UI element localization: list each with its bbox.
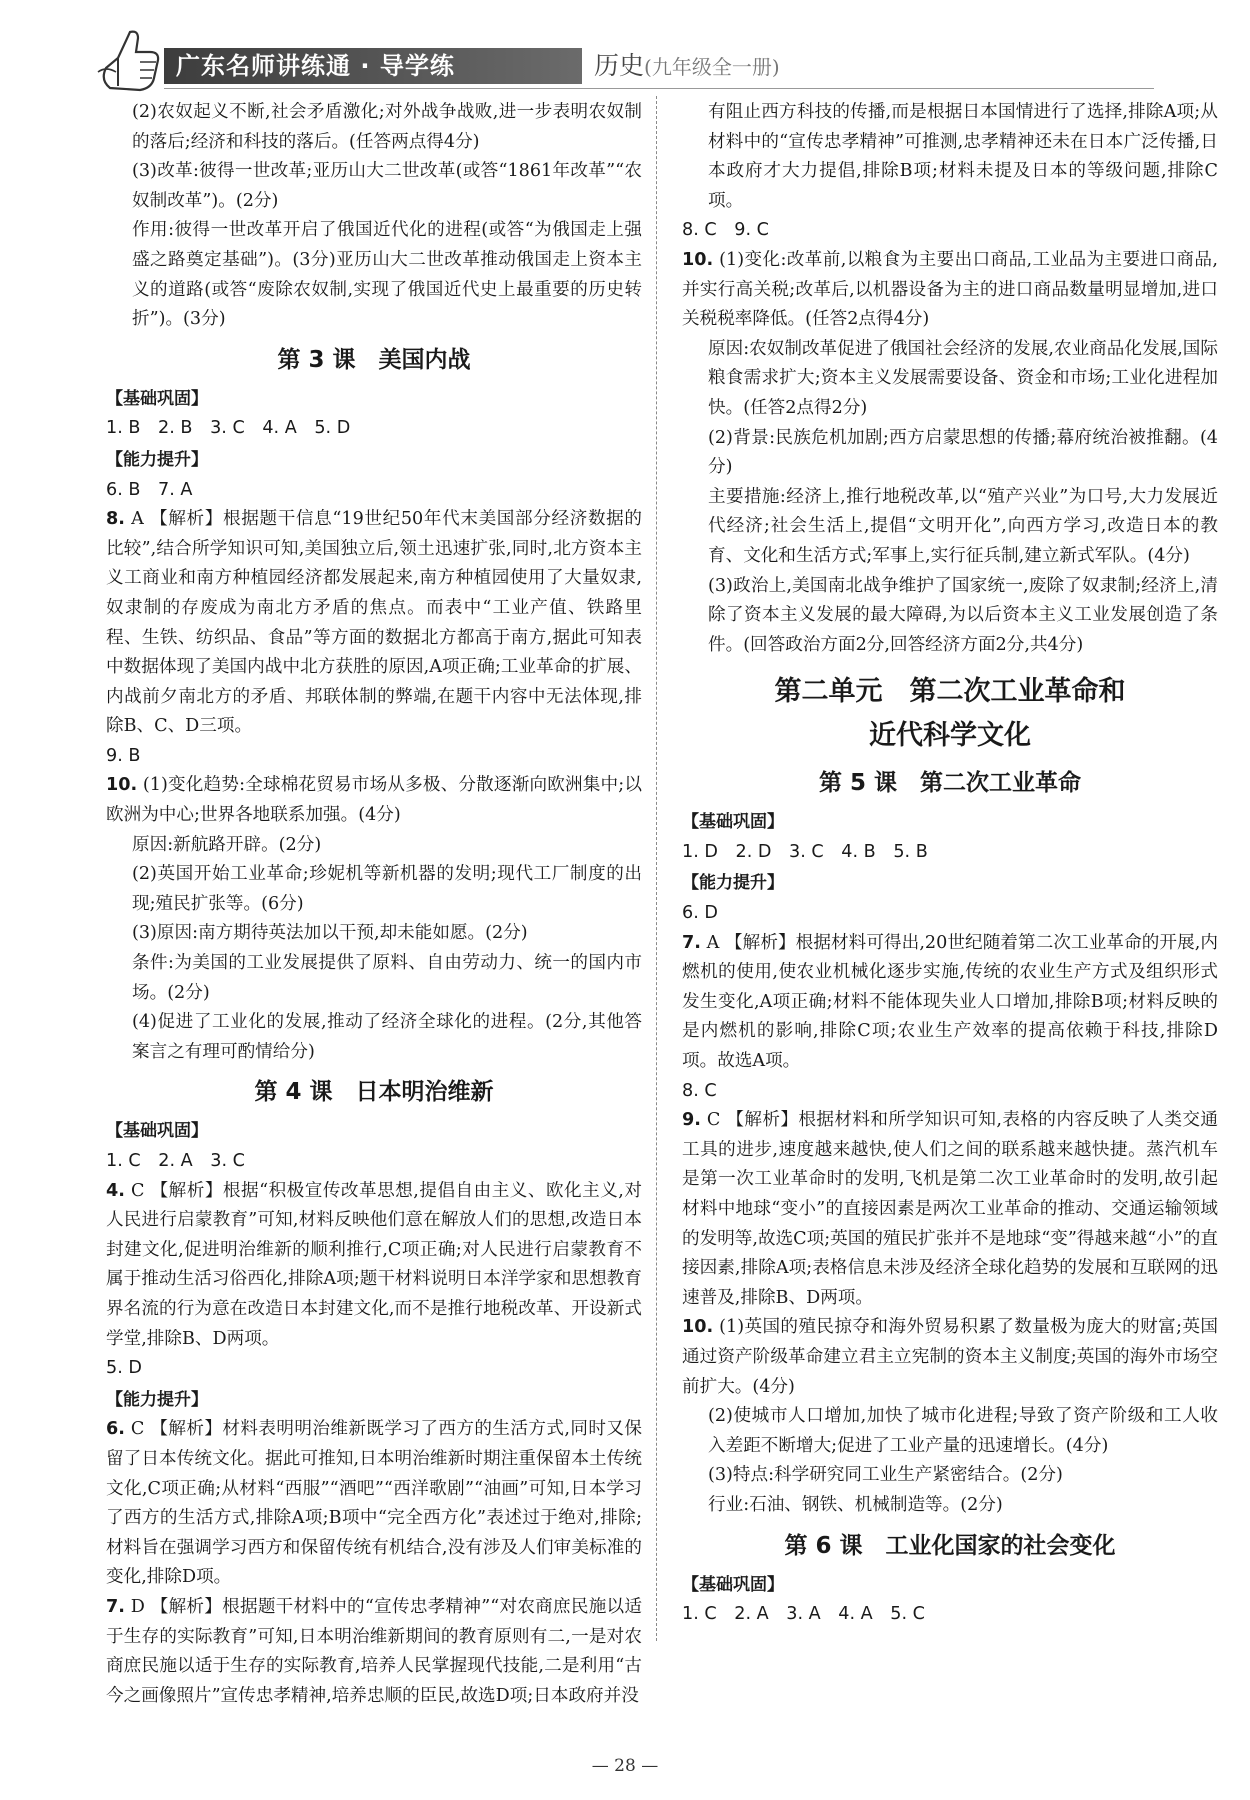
answer-paragraph: (3)政治上,美国南北战争维护了国家统一,废除了奴隶制;经济上,清除了资本主义发展的最大障碍,为以后资本主义工业发展创造了条件。(回答政治方面2分,回答经济方面2分,共4分) [708,575,1218,655]
question-explanation [106,1177,642,1355]
explanation-text: D 【解析】根据题干材料中的“宣传忠孝精神”“对农商庶民施以适于生存的实际教育”可知,日本明治维新期间的教育原则有二,一是对农商庶民施以适于生存的实际教育,培养人民掌握现代技能,二是利用“古今之画像照片”宣传忠孝精神,培养忠顺的臣民,故选D项;日本政府并没 [106,1596,642,1706]
answer-paragraph: (2)农奴起义不断,社会矛盾激化;对外战争战败,进一步表明农奴制的落后;经济和科技的落后。(任答两点得4分) [132,102,642,152]
answer-paragraph: 条件:为美国的工业发展提供了原料、自由劳动力、统一的国内市场。(2分) [132,953,642,1003]
section-label: 【基础巩固】 [106,1121,208,1142]
question-number: 8. [106,509,125,530]
answer-paragraph: 作用:彼得一世改革开启了俄国近代化的进程(或答“为俄国走上强盛之路奠定基础”)。(3分)亚历山大二世改革推动俄国走上资本主义的道路(或答“废除农奴制,实现了俄国近代史上最重要的历史转折”)。(3分) [132,220,642,330]
question-number: 10. [682,249,714,270]
answer-paragraph: (4)促进了工业化的发展,推动了经济全球化的进程。(2分,其他答案言之有理可酌情给分) [132,1012,642,1062]
question-number: 4. [106,1180,125,1201]
explanation-text: C 【解析】根据材料和所学知识可知,表格的内容反映了人类交通工具的进步,速度越来越快,使人们之间的联系越来越快捷。蒸汽机车是第一次工业革命时的发明,飞机是第二次工业革命时的发明,故引起材料中地球“变小”的直接因素是两次工业革命的推动、交通运输领域的发明等,故选C项;英国的殖民扩张并不是地球“变”得越来越“小”的直接因素,排除A项;表格信息未涉及经济全球化趋势的发展和互联网的迅速普及,排除B、D两项。 [682,1110,1218,1308]
lesson-title: 第 4 课 日本明治维新 [254,1079,494,1106]
answer-line: 5. D [106,1358,142,1379]
answer-paragraph: (3)改革:彼得一世改革;亚历山大二世改革(或答“1861年改革”“农奴制改革”)。(2分) [132,161,642,211]
section-label: 【能力提升】 [106,449,208,470]
section-label: 【能力提升】 [106,1389,208,1410]
answer-paragraph: (2)使城市人口增加,加快了城市化进程;导致了资产阶级和工人收入差距不断增大;促进了工业产量的迅速增长。(4分) [708,1406,1218,1456]
lesson-title: 第 5 课 第二次工业革命 [818,770,1082,797]
question-explanation [682,1313,1218,1402]
explanation-text: A 【解析】根据材料可得出,20世纪随着第二次工业革命的开展,内燃机的使用,使农业机械化逐步实施,传统的农业生产方式及组织形式发生变化,A项正确;材料不能体现失业人口增加,排除B项;材料反映的是内燃机的影响,排除C项;农业生产效率的提高依赖于科技,排除D项。故选A项。 [682,932,1218,1072]
explanation-text: (1)英国的殖民掠夺和海外贸易积累了数量极为庞大的财富;英国通过资产阶级革命建立君主立宪制的资本主义制度;英国的海外市场空前扩大。(4分) [682,1317,1218,1397]
unit-title [682,670,1218,758]
subject-name: 历史 [594,51,645,80]
answer-line: 1. C 2. A 3. C [106,1151,245,1171]
section-label: 【基础巩固】 [682,812,784,833]
answer-line: 1. B 2. B 3. C 4. A 5. D [106,418,351,439]
right-column [682,98,1218,1630]
question-number: 7. [682,932,701,953]
question-explanation [106,1415,642,1593]
answer-paragraph: 行业:石油、钢铁、机械制造等。(2分) [708,1494,1003,1515]
header-rule [164,88,1154,89]
question-explanation [682,929,1218,1077]
answer-paragraph: (2)英国开始工业革命;珍妮机等新机器的发明;现代工厂制度的出现;殖民扩张等。(6分) [132,864,642,914]
answer-line: 1. C 2. A 3. A 4. A 5. C [682,1604,925,1625]
explanation-text: A 【解析】根据题干信息“19世纪50年代末美国部分经济数据的比较”,结合所学知识可知,美国独立后,领土迅速扩张,同时,北方资本主义工商业和南方种植园经济都发展起来,南方种植园使用了大量奴隶,奴隶制的存废成为南北方矛盾的焦点。而表中“工业产值、铁路里程、生铁、纺织品、食品”等方面的数据北方都高于南方,据此可知表中数据体现了美国内战中北方获胜的原因,A项正确;工业革命的扩展、内战前夕南北方的矛盾、邦联体制的弊端,在题干内容中无法体现,排除B、C、D三项。 [106,509,642,737]
question-explanation [106,1593,642,1711]
answer-line: 1. D 2. D 3. C 4. B 5. B [682,841,928,862]
explanation-text: (1)变化趋势:全球棉花贸易市场从多极、分散逐渐向欧洲集中;以欧洲为中心;世界各地联系加强。(4分) [106,775,642,826]
thumbs-up-icon [96,28,166,94]
series-banner: 广东名师讲练通 · 导学练 [164,48,582,84]
section-label: 【基础巩固】 [682,1574,784,1595]
question-number: 10. [682,1317,714,1338]
answer-line: 8. C 9. C [682,220,769,241]
answer-paragraph: 有阻止西方科技的传播,而是根据日本国情进行了选择,排除A项;从材料中的“宣传忠孝精神”可推测,忠孝精神还未在日本广泛传播,日本政府才大力提倡,排除B项;材料未提及日本的等级问题,排除C项。 [708,102,1218,211]
unit-title-line: 近代科学文化 [869,720,1031,752]
grade-label: (九年级全一册) [644,55,780,79]
answer-paragraph: (3)特点:科学研究同工业生产紧密结合。(2分) [708,1465,1063,1486]
lesson-title: 第 6 课 工业化国家的社会变化 [784,1532,1116,1559]
answer-paragraph: 主要措施:经济上,推行地税改革,以“殖产兴业”为口号,大力发展近代经济;社会生活上,提倡“文明开化”,向西方学习,改造日本的教育、文化和生活方式;军事上,实行征兵制,建立新式军队。(4分) [708,486,1218,566]
question-explanation [682,246,1218,335]
section-label: 【基础巩固】 [106,388,208,409]
answer-paragraph: (3)原因:南方期待英法加以干预,却未能如愿。(2分) [132,923,528,944]
answer-line: 6. D [682,903,718,924]
answer-line: 9. B [106,745,141,766]
subject-title [594,48,780,84]
question-explanation [106,505,642,742]
answer-paragraph: 原因:农奴制改革促进了俄国社会经济的发展,农业商品化发展,国际粮食需求扩大;资本主义发展需要设备、资金和市场;工业化进程加快。(任答2点得2分) [708,338,1218,418]
explanation-text: C 【解析】根据“积极宣传改革思想,提倡自由主义、欧化主义,对人民进行启蒙教育”可知,材料反映他们意在解放人们的思想,改造日本封建文化,促进明治维新的顺利推行,C项正确;对人民进行启蒙教育不属于推动生活习俗西化,排除A项;题干材料说明日本洋学家和思想教育界名流的行为意在改造日本封建文化,而不是推行地税改革、开设新式学堂,排除B、D两项。 [106,1180,642,1349]
column-divider [656,96,657,1641]
question-number: 7. [106,1596,125,1617]
left-column [106,98,642,1711]
explanation-text: (1)变化:改革前,以粮食为主要出口商品,工业品为主要进口商品,并实行高关税;改革后,以机器设备为主的进口商品数量明显增加,进口关税税率降低。(任答2点得4分) [682,249,1218,330]
question-number: 6. [106,1419,125,1440]
unit-title-line: 第二单元 第二次工业革命和 [774,676,1126,708]
page-number: — 28 — [591,1756,659,1776]
section-label: 【能力提升】 [682,873,784,894]
question-number: 9. [682,1110,701,1131]
page-header [96,42,1156,90]
answer-paragraph: 原因:新航路开辟。(2分) [132,834,322,855]
question-explanation [106,771,642,830]
lesson-title: 第 3 课 美国内战 [277,346,471,373]
question-explanation [682,1106,1218,1313]
answer-paragraph: (2)背景:民族危机加剧;西方启蒙思想的传播;幕府统治被推翻。(4分) [708,427,1218,478]
answer-line: 8. C [682,1080,717,1101]
explanation-text: C 【解析】材料表明明治维新既学习了西方的生活方式,同时又保留了日本传统文化。据此可推知,日本明治维新时期注重保留本土传统文化,C项正确;从材料“西服”“酒吧”“西洋歌剧”“油画”可知,日本学习了西方的生活方式,排除A项;B项中“完全西方化”表述过于绝对,排除;材料旨在强调学习西方和保留传统有机结合,没有涉及人们审美标准的变化,排除D项。 [106,1419,642,1588]
question-number: 10. [106,775,138,796]
answer-line: 6. B 7. A [106,479,193,500]
